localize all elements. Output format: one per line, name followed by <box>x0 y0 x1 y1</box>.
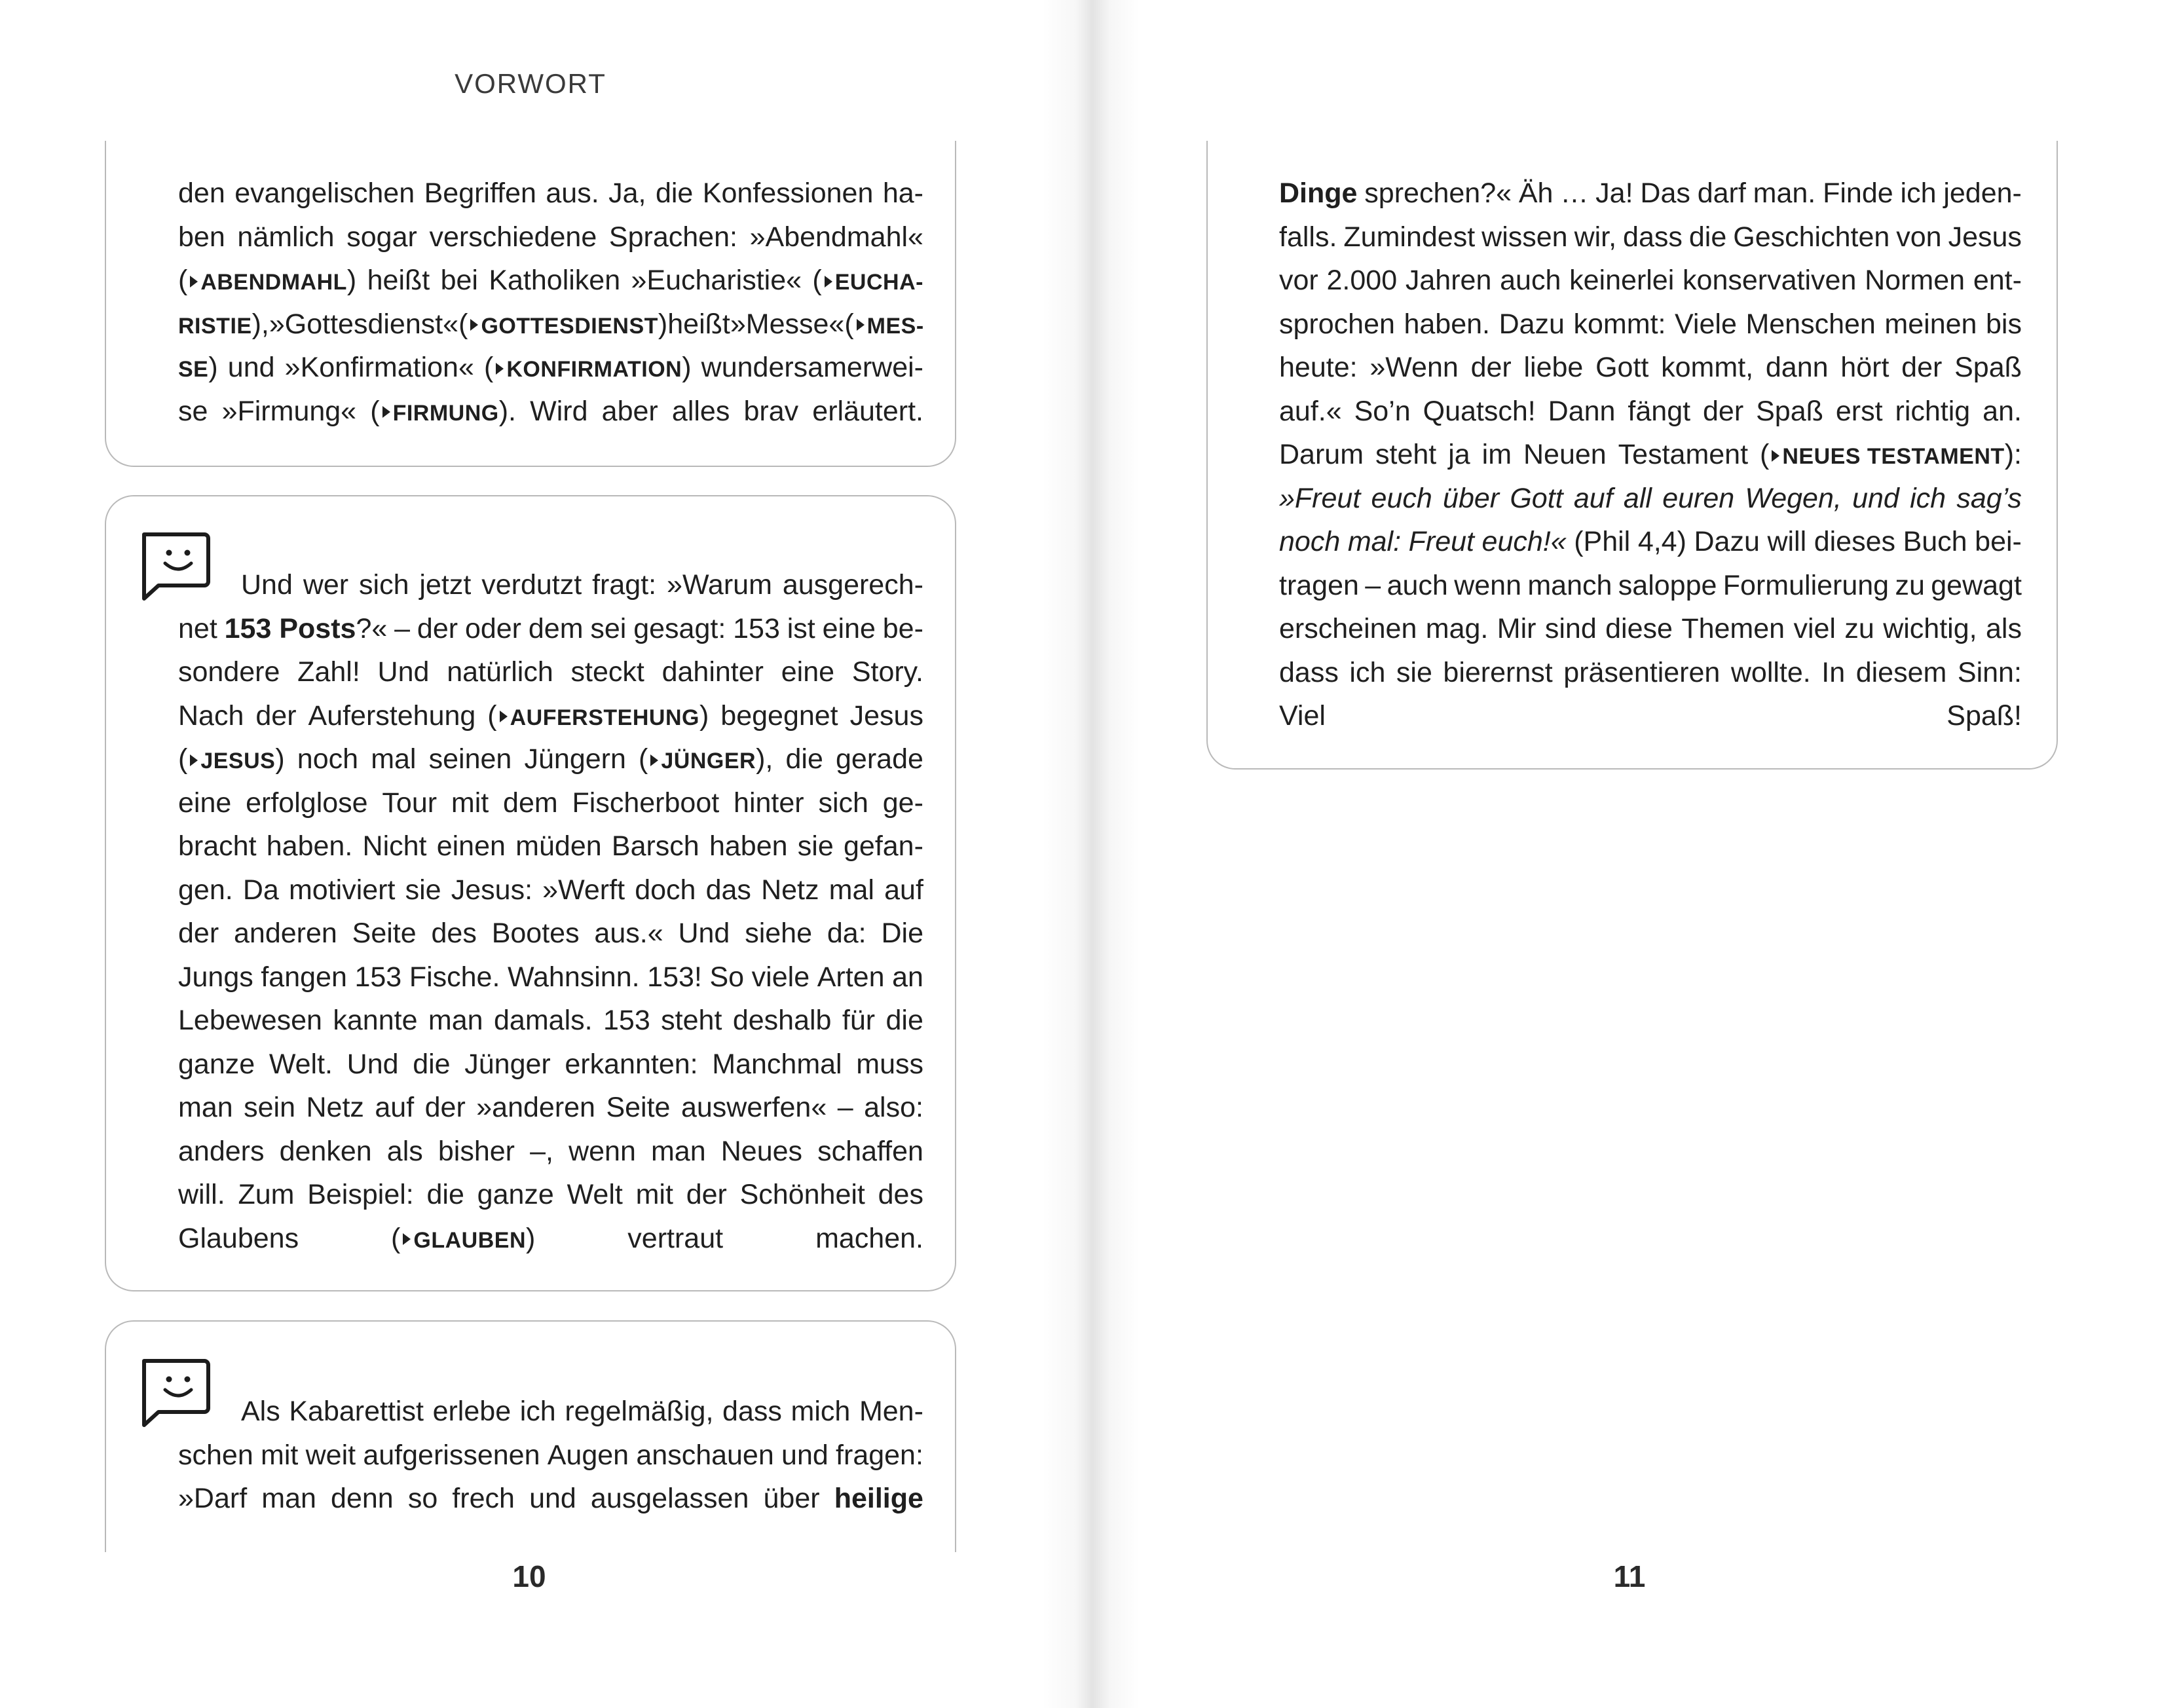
text-line: Jungs fangen 153 Fische. Wahnsinn. 153! So viele Arten an <box>178 961 923 993</box>
box2-text <box>178 563 923 1260</box>
left-page <box>0 0 1061 1708</box>
text-line: den evangelischen Begriffen aus. Ja, die Konfessionen ha- <box>178 177 923 209</box>
text-line: Lebewesen kannte man damals. 153 steht deshalb für die <box>178 1005 923 1036</box>
text-line: Dinge sprechen?« Äh … Ja! Das darf man. Finde ich jeden- <box>1279 177 2022 209</box>
text-line: gen. Da motiviert sie Jesus: »Werft doch das Netz mal auf <box>178 874 923 906</box>
text-line: Und wer sich jetzt verdutzt fragt: »Warum ausgerech- <box>241 569 923 601</box>
text-line: vor 2.000 Jahren auch keinerlei konservativen Normen ent- <box>1279 265 2022 296</box>
text-line: »Freut euch über Gott auf all euren Wegen, und ich sag’s <box>1279 482 2022 514</box>
text-line: SE) und »Konfirmation« ( KONFIRMATION) wundersamerwei- <box>178 352 923 383</box>
text-line: bracht haben. Nicht einen müden Barsch haben sie gefan- <box>178 830 923 862</box>
text-line: auf.« So’n Quatsch! Dann fängt der Spaß erst richtig an. <box>1279 395 2022 427</box>
text-line: eine erfolglose Tour mit dem Fischerboot hinter sich ge- <box>178 787 923 819</box>
text-line: tragen – auch wenn manch saloppe Formulierung zu gewagt <box>1279 569 2022 601</box>
text-line: falls. Zumindest wissen wir, dass die Geschichten von Jesus <box>1279 221 2022 253</box>
text-line: erscheinen mag. Mir sind diese Themen viel zu wichtig, als <box>1279 613 2022 644</box>
text-line: ganze Welt. Und die Jünger erkannten: Manchmal muss <box>178 1048 923 1080</box>
text-line: will. Zum Beispiel: die ganze Welt mit der Schönheit des <box>178 1179 923 1210</box>
text-line: heute: »Wenn der liebe Gott kommt, dann hört der Spaß <box>1279 352 2022 383</box>
text-line: RISTIE), »Gottesdienst« ( GOTTESDIENST) heißt »Messe« ( MES- <box>178 308 924 340</box>
text-line: ( ABENDMAHL) heißt bei Katholiken »Eucharistie« ( EUCHA- <box>178 265 923 296</box>
text-line: man sein Netz auf der »anderen Seite auswerfen« – also: <box>178 1092 923 1123</box>
text-line: schen mit weit aufgerissenen Augen anschauen und fragen: <box>178 1439 923 1471</box>
text-line: Darum steht ja im Neuen Testament ( NEUES TESTAMENT): <box>1279 439 2022 470</box>
box1-text <box>178 172 923 433</box>
box3-text <box>178 1390 923 1521</box>
text-line: »Darf man denn so frech und ausgelassen über heilige <box>178 1483 923 1514</box>
text-line: Glaubens ( GLAUBEN) vertraut machen. <box>178 1222 923 1254</box>
text-line: se »Firmung« ( FIRMUNG). Wird aber alles brav erläutert. <box>178 395 923 427</box>
text-line: ben nämlich sogar verschiedene Sprachen: »Abendmahl« <box>178 221 923 253</box>
page-number: 11 <box>1613 1559 1646 1593</box>
running-head: VORWORT <box>455 68 606 99</box>
text-line: noch mal: Freut euch!« (Phil 4,4) Dazu will dieses Buch bei- <box>1279 526 2022 557</box>
text-line: sondere Zahl! Und natürlich steckt dahinter eine Story. <box>178 656 923 688</box>
text-line: anders denken als bisher –, wenn man Neues schaffen <box>178 1135 923 1167</box>
text-line: net 153 Posts?« – der oder dem sei gesagt: 153 ist eine be- <box>178 612 923 644</box>
text-line: der anderen Seite des Bootes aus.« Und siehe da: Die <box>178 918 923 949</box>
text-line: dass ich sie bierernst präsentieren wollte. In diesem Sinn: <box>1279 656 2022 688</box>
page-number: 10 <box>512 1559 546 1593</box>
text-line: ( JESUS) noch mal seinen Jüngern ( JÜNGER), die gerade <box>178 743 923 775</box>
right-page <box>1061 0 2160 1708</box>
text-line: Als Kabarettist erlebe ich regelmäßig, dass mich Men- <box>241 1396 923 1427</box>
text-line: sprochen haben. Dazu kommt: Viele Menschen meinen bis <box>1279 308 2022 340</box>
right-box-text <box>1279 172 2022 738</box>
text-line: Nach der Auferstehung ( AUFERSTEHUNG) begegnet Jesus <box>178 699 923 732</box>
text-line: Viel Spaß! <box>1279 700 2022 732</box>
